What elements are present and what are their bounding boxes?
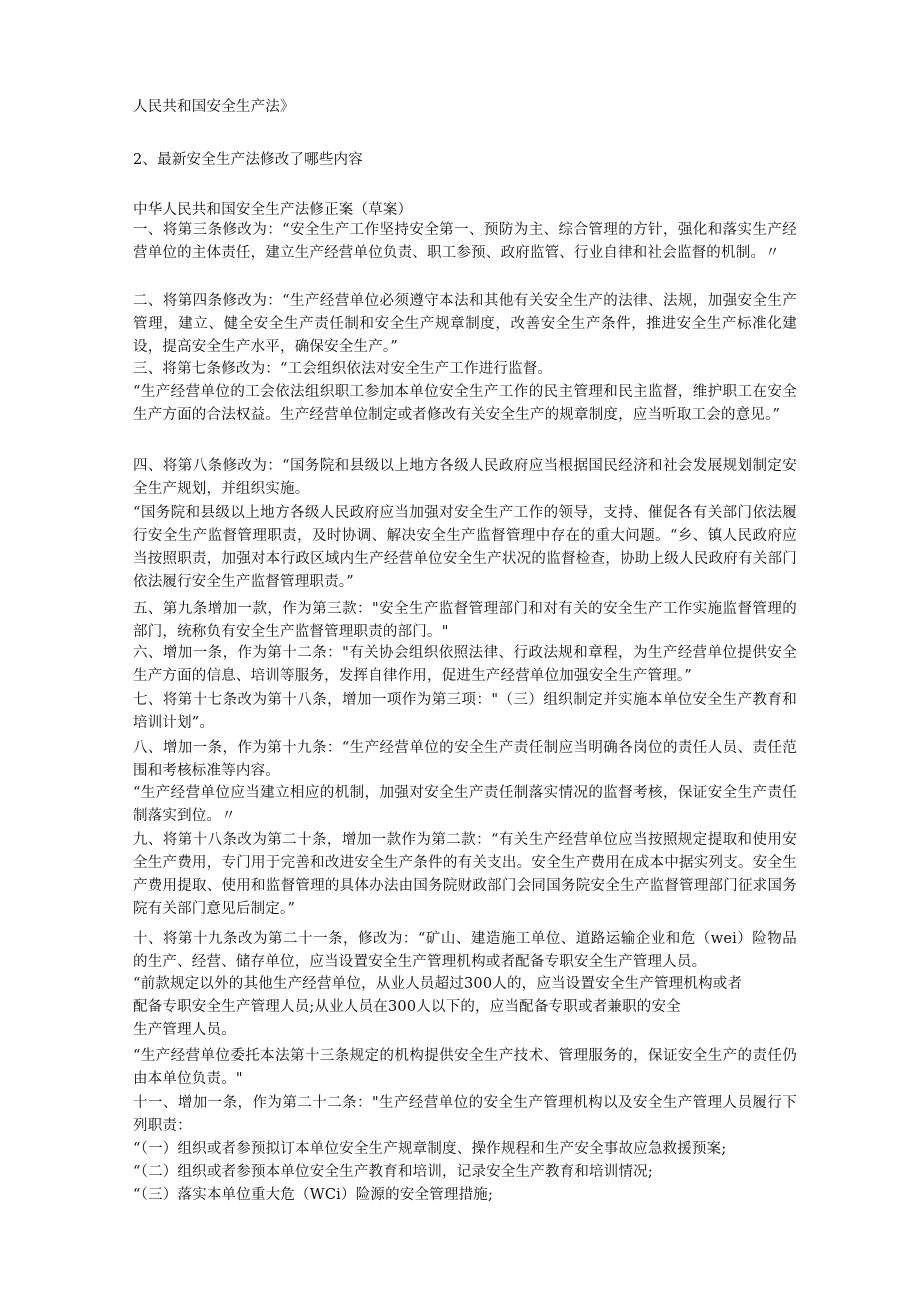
paragraph: “国务院和县级以上地方各级人民政府应当加强对安全生产工作的领导，支持、催促各有关部门依法履行安全生产监督管理职责，及时协调、解决安全生产监督管理中存在的重大问题。“乡、镇人民政府应当按照职责，加强对本行政区域内生产经营单位安全生产状况的监督检查，协助上级人民政府有关部门依法履行安全生产监督管理职责。” (133, 505, 797, 590)
paragraph-line: “前款规定以外的其他生产经营单位，从业人员超过300人的，应当设置安全生产管理机构或者 (133, 976, 743, 992)
paragraph: “生产经营单位的工会依法组织职工参加本单位安全生产工作的民主管理和民主监督，维护职工在安全生产方面的合法权益。生产经营单位制定或者修改有关安全生产的规章制度，应当听取工会的意见。” (133, 384, 797, 423)
paragraph-line: 配备专职安全生产管理人员;从业人员在300人以下的，应当配备专职或者兼职的安全 (133, 999, 681, 1015)
paragraph: 五、第九条增加一款，作为第三款："安全生产监督管理部门和对有关的安全生产工作实施监督管理的部门，统称负有安全生产监督管理职责的部门。" (133, 601, 797, 640)
paragraph: 八、增加一条，作为第十九条：“生产经营单位的安全生产责任制应当明确各岗位的责任人员、责任范围和考核标准等内容。 (133, 740, 797, 779)
paragraph: 四、将第八条修改为：“国务院和县级以上地方各级人民政府应当根据国民经济和社会发展规划制定安全生产规划，并组织实施。 (133, 458, 797, 497)
paragraph: 二、将第四条修改为：“生产经营单位必须遵守本法和其他有关安全生产的法律、法规，加强安全生产管理，建立、健全安全生产责任制和安全生产规章制度，改善安全生产条件，推进安全生产标准化建设，提高安全生产水平，确保安全生产。” (133, 293, 797, 355)
draft-title: 中华人民共和国安全生产法修正案（草案） (133, 202, 413, 218)
top-fragment: 人民共和国安全生产法》 (133, 99, 295, 115)
paragraph: 三、将第七条修改为：“工会组织依法对安全生产工作进行监督。 (133, 361, 553, 377)
section-heading: 2、最新安全生产法修改了哪些内容 (133, 152, 363, 168)
list-item: “（二）组织或者参预本单位安全生产教育和培训，记录安全生产教育和培训情况; (133, 1164, 653, 1180)
list-item: “（三）落实本单位重大危（WCi）险源的安全管理措施; (133, 1187, 494, 1203)
paragraph: 十、将第十九条改为第二十一条，修改为：“矿山、建造施工单位、道路运输企业和危（wei）险物品的生产、经营、储存单位，应当设置安全生产管理机构或者配备专职安全生产管理人员。 (133, 931, 797, 970)
paragraph: “生产经营单位委托本法第十三条规定的机构提供安全生产技术、管理服务的，保证安全生产的责任仍由本单位负责。" (133, 1048, 797, 1087)
list-item: “（一）组织或者参预拟订本单位安全生产规章制度、操作规程和生产安全事故应急救援预案; (133, 1141, 727, 1157)
paragraph: 七、将第十七条改为第十八条，增加一项作为第三项："（三）组织制定并实施本单位安全生产教育和培训计划”。 (133, 692, 797, 731)
paragraph: 一、将第三条修改为：“安全生产工作坚持安全第一、预防为主、综合管理的方针，强化和落实生产经营单位的主体责任，建立生产经营单位负责、职工参预、政府监管、行业自律和社会监督的机制。〃 (133, 222, 797, 261)
paragraph-line: 生产管理人员。 (133, 1022, 236, 1038)
paragraph: “生产经营单位应当建立相应的机制，加强对安全生产责任制落实情况的监督考核，保证安全生产责任制落实到位。〃 (133, 785, 797, 824)
paragraph: 九、将第十八条改为第二十条，增加一款作为第二款：“有关生产经营单位应当按照规定提取和使用安全生产费用，专门用于完善和改进安全生产条件的有关支出。安全生产费用在成本中据实列支。安全生产费用提取、使用和监督管理的具体办法由国务院财政部门会同国务院安全生产监督管理部门征求国务院有关部门意见后制定。” (133, 832, 797, 917)
paragraph: 六、增加一条，作为第十二条："有关协会组织依照法律、行政法规和章程，为生产经营单位提供安全生产方面的信息、培训等服务，发挥自律作用，促进生产经营单位加强安全生产管理。” (133, 645, 797, 684)
paragraph: 十一、增加一条，作为第二十二条："生产经营单位的安全生产管理机构以及安全生产管理人员履行下列职责： (133, 1095, 797, 1134)
